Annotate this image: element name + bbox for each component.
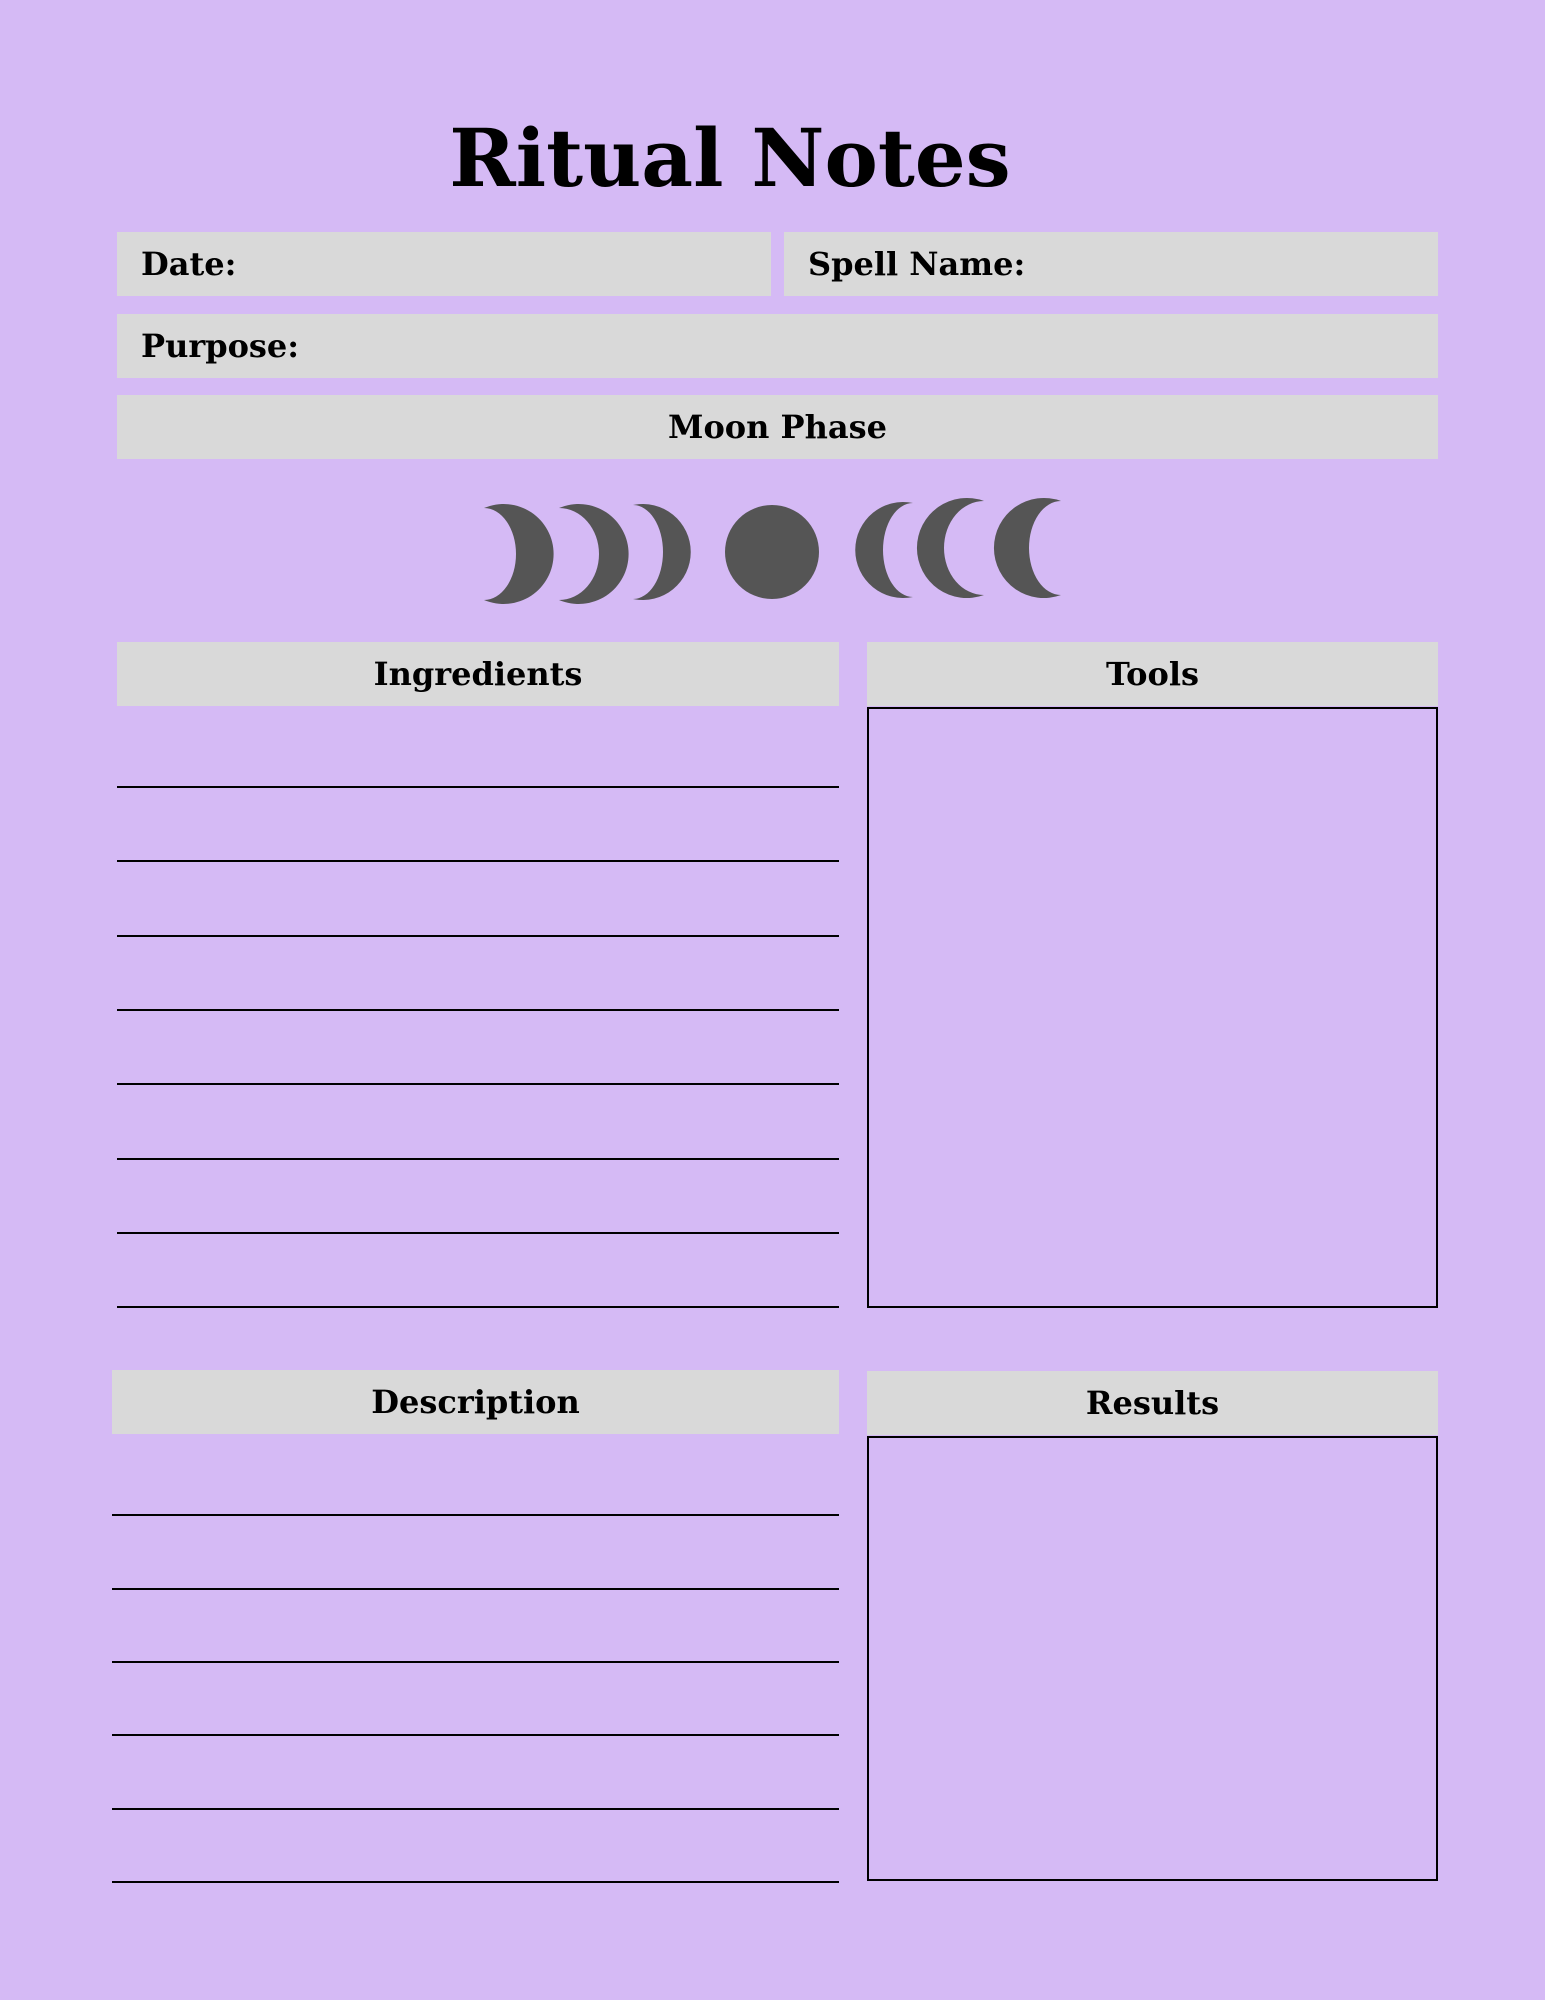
page-title: Ritual Notes [449,111,1011,205]
ingredient-line[interactable] [117,1158,839,1160]
waning-crescent-icon[interactable] [559,504,629,604]
ingredient-line[interactable] [117,1306,839,1308]
moon-phase-label: Moon Phase [668,408,887,446]
description-heading [112,1370,839,1434]
ingredient-line[interactable] [117,1083,839,1085]
spell-name-label: Spell Name: [808,245,1026,283]
date-field[interactable] [117,232,771,296]
waxing-crescent-icon[interactable] [917,498,984,598]
results-label: Results [1085,1384,1220,1422]
tools-heading [867,642,1438,706]
full-moon-icon[interactable] [725,505,819,599]
ingredient-line[interactable] [117,860,839,862]
description-line[interactable] [112,1881,839,1883]
waning-crescent-icon[interactable] [484,504,554,604]
tools-label: Tools [1106,655,1199,693]
description-line[interactable] [112,1588,839,1590]
moon-phase-heading [117,395,1438,459]
waxing-crescent-icon[interactable] [994,498,1061,598]
description-line[interactable] [112,1661,839,1663]
ingredient-line[interactable] [117,786,839,788]
description-line[interactable] [112,1808,839,1810]
spell-name-field[interactable] [784,232,1438,296]
purpose-label: Purpose: [141,327,300,365]
tools-box[interactable] [867,707,1438,1308]
ingredient-line[interactable] [117,1009,839,1011]
description-label: Description [371,1383,580,1421]
date-label: Date: [141,245,237,283]
purpose-field[interactable] [117,314,1438,378]
ingredients-heading [117,642,839,706]
first-quarter-icon[interactable] [855,502,913,598]
ingredient-line[interactable] [117,1232,839,1234]
description-line[interactable] [112,1734,839,1736]
results-box[interactable] [867,1436,1438,1881]
last-quarter-icon[interactable] [633,504,691,600]
description-line[interactable] [112,1514,839,1516]
ingredient-line[interactable] [117,935,839,937]
ingredients-label: Ingredients [373,655,583,693]
results-heading [867,1371,1438,1435]
